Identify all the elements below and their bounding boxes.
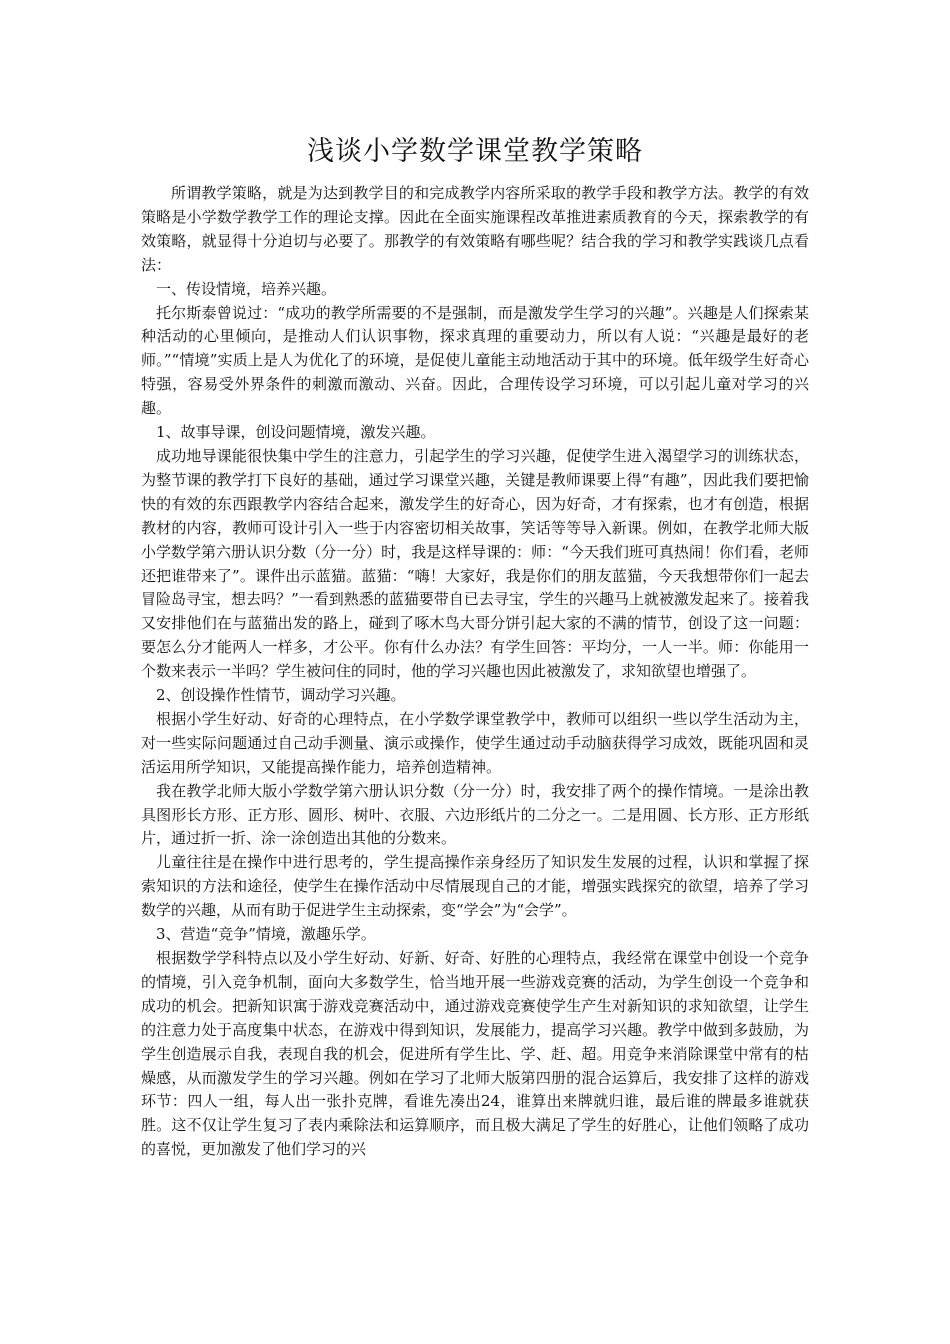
- document-body: [141, 132, 809, 1162]
- document-title: 浅谈小学数学课堂教学策略: [307, 136, 643, 167]
- paragraph: 所谓教学策略，就是为达到教学目的和完成教学内容所采取的教学手段和教学方法。教学的有效策略是小学数学教学工作的理论支撑。因此在全面实施课程改革推进素质教育的今天，探索教学的有效策略，就显得十分迫切与必要了。那教学的有效策略有哪些呢？结合我的学习和教学实践谈几点看法：: [141, 184, 809, 274]
- paragraph: 托尔斯泰曾说过：“成功的教学所需要的不是强制，而是激发学生学习的兴趣”。兴趣是人们探索某种活动的心里倾向，是推动人们认识事物，探求真理的重要动力，所以有人说：“兴趣是最好的老师。”“情境”实质上是人为优化了的环境，是促使儿童能主动地活动于其中的环境。低年级学生好奇心特强，容易受外界条件的刺激而激动、兴奋。因此，合理传设学习环境，可以引起儿童对学习的兴趣。: [141, 303, 809, 418]
- paragraph: 一、传设情境，培养兴趣。: [156, 279, 337, 298]
- paragraph: 儿童往往是在操作中进行思考的，学生提高操作亲身经历了知识发生发展的过程，认识和掌握了探索知识的方法和途径，使学生在操作活动中尽情展现自己的才能，增强实践探究的欲望，培养了学习数学的兴趣，从而有助于促进学生主动探索，变“学会”为“会学”。: [141, 853, 809, 920]
- paragraph-list: [141, 182, 809, 1162]
- paragraph: 成功地导课能很快集中学生的注意力，引起学生的学习兴趣，促使学生进入渴望学习的训练状态，为整节课的教学打下良好的基础，通过学习课堂兴趣，关键是教师课要上得“有趣”，因此我们要把愉快的有效的东西跟教学内容结合起来，激发学生的好奇心，因为好奇，才有探索，也才有创造，根据教材的内容，教师可设计引入一些于内容密切相关故事，笑话等等导入新课。例如，在教学北师大版小学数学第六册认识分数（分一分）时，我是这样导课的：师：“今天我们班可真热闹！你们看，老师还把谁带来了”。课件出示蓝猫。蓝猫：“嗨！大家好，我是你们的朋友蓝猫，今天我想带你们一起去冒险岛寻宝，想去吗？”一看到熟悉的蓝猫要带自已去寻宝，学生的兴趣马上就被激发起来了。接着我又安排他们在与蓝猫出发的路上，碰到了啄木鸟大哥分饼引起大家的不满的情节，创设了这一问题：要怎么分才能两人一样多，才公平。你有什么办法？有学生回答：平均分，一人一半。师：你能用一个数来表示一半吗？学生被问住的同时，他的学习兴趣也因此被激发了，求知欲望也增强了。: [141, 446, 809, 681]
- paragraph: 根据数学学科特点以及小学生好动、好新、好奇、好胜的心理特点，我经常在课堂中创设一个竞争的情境，引入竞争机制，面向大多数学生，恰当地开展一些游戏竞赛的活动，为学生创设一个竞争和成功的机会。把新知识寓于游戏竞赛活动中，通过游戏竞赛使学生产生对新知识的求知欲望，让学生的注意力处于高度集中状态，在游戏中得到知识，发展能力，提高学习兴趣。教学中做到多鼓励，为学生创造展示自我，表现自我的机会，促进所有学生比、学、赶、超。用竞争来消除课堂中常有的枯燥感，从而激发学生的学习兴趣。例如在学习了北师大版第四册的混合运算后，我安排了这样的游戏环节：四人一组，每人出一张扑克牌，看谁先凑出24，谁算出来牌就归谁，最后谁的牌最多谁就获胜。这不仅让学生复习了表内乘除法和运算顺序，而且极大满足了学生的好胜心，让他们领略了成功的喜悦，更加激发了他们学习的兴: [141, 949, 809, 1159]
- paragraph: 根据小学生好动、好奇的心理特点，在小学数学课堂教学中，教师可以组织一些以学生活动为主，对一些实际问题通过自己动手测量、演示或操作，使学生通过动手动脑获得学习成效，既能巩固和灵活运用所学知识，又能提高操作能力，培养创造精神。: [141, 709, 809, 776]
- paragraph: 我在教学北师大版小学数学第六册认识分数（分一分）时，我安排了两个的操作情境。一是涂出教具图形长方形、正方形、圆形、树叶、衣服、六边形纸片的二分之一。二是用圆、长方形、正方形纸片，通过折一折、涂一涂创造出其他的分数来。: [141, 781, 809, 848]
- paragraph: 3、营造“竞争”情境，激趣乐学。: [156, 925, 376, 944]
- paragraph: 1、故事导课，创设问题情境，激发兴趣。: [156, 423, 436, 442]
- paragraph: 2、创设操作性情节，调动学习兴趣。: [156, 686, 406, 705]
